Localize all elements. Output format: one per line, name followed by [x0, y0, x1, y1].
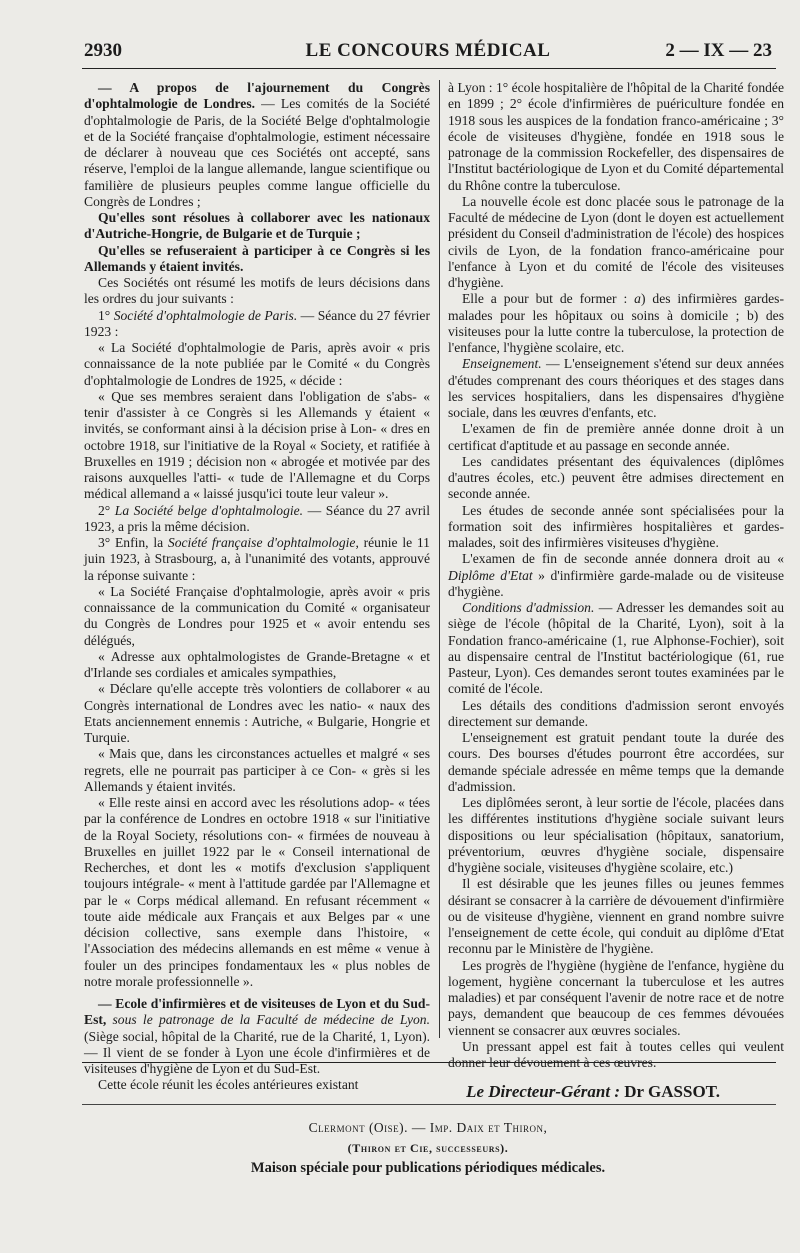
page-number: 2930 [84, 40, 122, 61]
paragraph-text: — L'enseignement s'étend sur deux années d'études comprenant des cours théoriques et des stages dans les services hospitaliers, dans les dispensaires d'hygiène sociale, dans les œuvres d'enfants, etc. [448, 356, 784, 420]
paragraph-prefix: 2° [98, 502, 115, 518]
signature-name: Dr GASSOT. [624, 1082, 720, 1101]
imprint-rule [82, 1104, 776, 1105]
paragraph-text: Les candidates présentant des équivalences (diplômes d'autres écoles, etc.) peuvent être admises directement en seconde année. [448, 453, 784, 502]
paragraph-italic: a [634, 291, 641, 307]
paragraph-italic: Conditions d'admission. [462, 600, 595, 615]
paragraph-text: » d'infirmière garde-malade ou de visiteuse d'hygiène. [448, 567, 784, 599]
paragraph-text: « Déclare qu'elle accepte très volontiers de collaborer « au Congrès international de Londres avec les natio- « naux des Etats anciennement ennemis : Autriche, « Bulgarie, Hongrie et Turquie. [84, 681, 430, 745]
right-column [448, 80, 784, 1071]
paragraph [448, 600, 784, 698]
paragraph-prefix: 3° Enfin, la [98, 535, 168, 550]
paragraph-text: « La Société d'ophtalmologie de Paris, après avoir « pris connaissance de la note publiée par le Comité « du Congrès d'ophtalmologie de Londres de 1925, « décide : [84, 340, 430, 388]
paragraph-text: Il est désirable que les jeunes filles ou jeunes femmes désirant se consacrer à la carrière de dévouement d'infirmière ou de visiteuse d'hygiène, viennent en grand nombre suivre l'enseignement de cette école, qui conduit au diplôme d'Etat reconnu par le Ministère de l'hygiène. [448, 876, 784, 957]
paragraph-text: L'enseignement est gratuit pendant toute la durée des cours. Des bourses d'études pourront être accordées, sur demande spéciale adressée en même temps que la demande d'admission. [448, 730, 784, 794]
paragraph-text: (Siège social, hôpital de la Charité, rue de la Charité, 1, Lyon). — Il vient de se fonder à Lyon une école d'infirmières et de visiteuses d'hygiène de Lyon et du Sud-Est. [84, 1028, 430, 1076]
paragraph-text: « Mais que, dans les circonstances actuelles et malgré « ses regrets, elle ne pourrait pas participer à ce Con- « grès si les Allemands y étaient invités. [84, 746, 430, 794]
issue-date: 2 — IX — 23 [665, 40, 772, 61]
paragraph [448, 958, 784, 1039]
column-divider [439, 80, 440, 1038]
paragraph-italic: sous le patronage de la Faculté de médecine de Lyon. [106, 1012, 430, 1028]
paragraph-lead: Qu'elles sont résolues à collaborer avec les nationaux d'Autriche-Hongrie, de Bulgarie et de Turquie ; [84, 210, 430, 242]
paragraph-italic: Diplôme d'Etat [448, 567, 533, 583]
paragraph-lead: Qu'elles se refuseraient à participer à ce Congrès si les Allemands y étaient invités. [84, 242, 430, 274]
paragraph-text: à Lyon : 1° école hospitalière de l'hôpital de la Charité fondée en 1899 ; 2° école d'infirmières de puériculture fondée en 1918 sous les auspices de la fondation franco-américaine ; 3° école de visiteuses d'hygiène, fondée en 1918 sous le patronage de la commission Rockefeller, des dispensaires de l'Institut bactériologique de Lyon et du Comité départemental du Rhône contre la tuberculose. [448, 80, 784, 193]
paragraph-text: Les études de seconde année sont spécialisées pour la formation soit des infirmières hospitalières et gardes-malades, soit des infirmières visiteuses d'hygiène. [448, 502, 784, 550]
running-header [84, 40, 772, 68]
paragraph-text: Un pressant appel est fait à toutes celles qui veulent donner leur dévouement à ces œuvres. [448, 1038, 784, 1070]
paragraph-text: — Séance du 27 avril 1923, a pris la même décision. [84, 502, 430, 534]
paragraph-text: « Adresse aux ophtalmologistes de Grande-Bretagne « et d'Irlande ses cordiales et amicales sympathies, [84, 648, 430, 680]
paragraph-text: La nouvelle école est donc placée sous le patronage de la Faculté de médecine de Lyon (dont le doyen est actuellement président du Conseil d'administration de l'école) des hospices civils de Lyon, de la fondation franco-américaine pour l'enfance à Lyon et du comité de l'école des visiteuses d'hygiène. [448, 193, 784, 290]
signature [466, 1082, 720, 1102]
paragraph [84, 996, 430, 1077]
paragraph-text: ) des infirmières gardes-malades pour les hôpitaux ou soins à domicile ; b) des visiteuses pour la lutte contre la tuberculose, la protection de l'enfance, l'hygiène scolaire, etc. [448, 291, 784, 355]
imprint-line-3: Maison spéciale pour publications périodiques médicales. [250, 1160, 606, 1176]
paragraph [84, 746, 430, 795]
paragraph-italic: Société d'ophtalmologie de Paris. [113, 307, 298, 323]
paragraph [448, 730, 784, 795]
imprint-line-1: Clermont (Oise). — Imp. Daix et Thiron, [308, 1120, 548, 1135]
paragraph-lead: — Ecole d'infirmières et de visiteuses de Lyon et du Sud-Est, [84, 996, 430, 1028]
imprint-line-2: (Thiron et Cie, successeurs). [347, 1141, 509, 1155]
paragraph-text: Les diplômées seront, à leur sortie de l'école, placées dans les différentes institutions d'hygiène sociale suivant leurs dispositions ou leur spécialisation (hôpitaux, sanatorium, préventorium, œuvres d'hygiène sociale, dispensaire d'hygiène sociale, visiteuses d'hygiène scolaire, etc.) [448, 795, 784, 875]
paragraph [448, 291, 784, 356]
paragraph [84, 584, 430, 649]
paragraph-text: — Séance du 27 février 1923 : [84, 307, 430, 339]
paragraph [448, 795, 784, 876]
paragraph [84, 1077, 430, 1093]
paragraph [84, 210, 430, 243]
paragraph-text: Ces Sociétés ont résumé les motifs de leurs décisions dans les ordres du jour suivants : [84, 275, 430, 307]
paragraph-text: — Adresser les demandes soit au siège de l'école (hôpital de la Charité, Lyon), soit à la Fondation franco-américaine (1, rue Alphonse-Fochier), soit au dispensaire central de l'Institut bactériologique (61, rue Pasteur, Lyon). Ces demandes seront toutes examinées par le comité de l'école. [448, 600, 784, 697]
paragraph [448, 80, 784, 194]
header-rule [82, 68, 776, 69]
paragraph [84, 503, 430, 536]
signature-rule [82, 1062, 776, 1063]
paragraph [84, 243, 430, 276]
signature-label: Le Directeur-Gérant : [466, 1082, 621, 1101]
paragraph [84, 80, 430, 210]
paragraph [448, 421, 784, 454]
left-column [84, 80, 430, 1094]
paragraph-italic: La Société belge d'ophtalmologie. [114, 502, 304, 518]
paragraph-lead: — A propos de l'ajournement du Congrès d'ophtalmologie de Londres. [84, 80, 430, 112]
paragraph [448, 503, 784, 552]
paragraph-text: « Elle reste ainsi en accord avec les résolutions adop- « tées par la conférence de Londres en octobre 1918 « sur l'initiative de la Royal Society, résolutions con- « firmées de nouveau à Bruxelles en juillet 1922 par le « Conseil international de Recherches, et dont les « motifs d'exclusion s'appliquent toujours intégrale- « ment à l'attitude gardée par l'Allemagne et par le « Corps médical allemand. En refusant récemment « toute aide médicale aux Français et aux Belges par « une décision collective, sans exemple dans l'histoire, « l'Association des médecins allemands en est même « venue à fouler un des principes fondamentaux les « plus nobles de notre morale professionnelle ». [84, 795, 430, 989]
paragraph-text: L'examen de fin de première année donne droit à un certificat d'aptitude et au passage en seconde année. [448, 421, 784, 453]
paragraph-text: « Que ses membres seraient dans l'obligation de s'abs- « tenir d'assister à ce Congrès si les Allemands y étaient « invités, se conformant ainsi à la décision prise à Lon- « dres en octobre 1918, sur l'initiative de la Royal « Society, et ratifiée à Bruxelles en 1919 ; décision non « abrogée et motivée par des raisons auxquelles l'atti- « tude de l'Allemagne et du Corps médical allemand a « laissé jusqu'ici toute leur valeur ». [84, 388, 430, 502]
paragraph [84, 275, 430, 308]
paragraph-text: Les progrès de l'hygiène (hygiène de l'enfance, hygiène du logement, hygiène concernant la tuberculose et les autres maladies) et par conséquent l'avenir de notre race et de notre pays, demandent que beaucoup de ces femmes dévouées viennent se consacrer aux œuvres sociales. [448, 957, 784, 1038]
paragraph [84, 535, 430, 584]
paragraph [84, 681, 430, 746]
paragraph [84, 340, 430, 389]
printer-imprint [84, 1118, 772, 1178]
paragraph [84, 795, 430, 990]
paragraph-text: Les détails des conditions d'admission seront envoyés directement sur demande. [448, 697, 784, 729]
paragraph [448, 194, 784, 292]
paragraph [448, 454, 784, 503]
paragraph-text: « La Société Française d'ophtalmologie, après avoir « pris connaissance de la communication du Comité « organisateur du Congrès de Londres pour 1925 et « avoir entendu ses délégués, [84, 583, 430, 648]
paragraph [448, 356, 784, 421]
paragraph-prefix: L'examen de fin de seconde année donnera droit au « [462, 551, 784, 567]
paragraph-prefix: Elle a pour but de former : [462, 291, 635, 307]
paragraph-italic: Enseignement. [462, 356, 542, 372]
paragraph [448, 1039, 784, 1072]
paragraph-text: , réunie le 11 juin 1923, à Strasbourg, a, à l'unanimité des votants, approuvé la réponse suivante : [84, 535, 430, 583]
paragraph-prefix: 1° [98, 307, 114, 323]
paragraph-italic: Société française d'ophtalmologie [167, 535, 356, 550]
paragraph [448, 876, 784, 957]
paragraph [84, 308, 430, 341]
paragraph [84, 389, 430, 503]
paragraph-text: — Les comités de la Société d'ophtalmologie de Paris, de la Société Belge d'ophtalmologie et de la Société française d'ophtalmologie, estiment nécessaire de déclarer à nouveau que ces Sociétés ont accepté, sans réserve, l'emploi de la langue allemande, langue scientifique ou familière de plusieurs peuples comme langue officielle du Congrès de Londres ; [84, 96, 431, 209]
journal-title: LE CONCOURS MÉDICAL [305, 40, 551, 61]
paragraph [448, 551, 784, 600]
paragraph-text: Cette école réunit les écoles antérieures existant [98, 1077, 359, 1093]
paragraph [448, 698, 784, 731]
paragraph [84, 649, 430, 682]
